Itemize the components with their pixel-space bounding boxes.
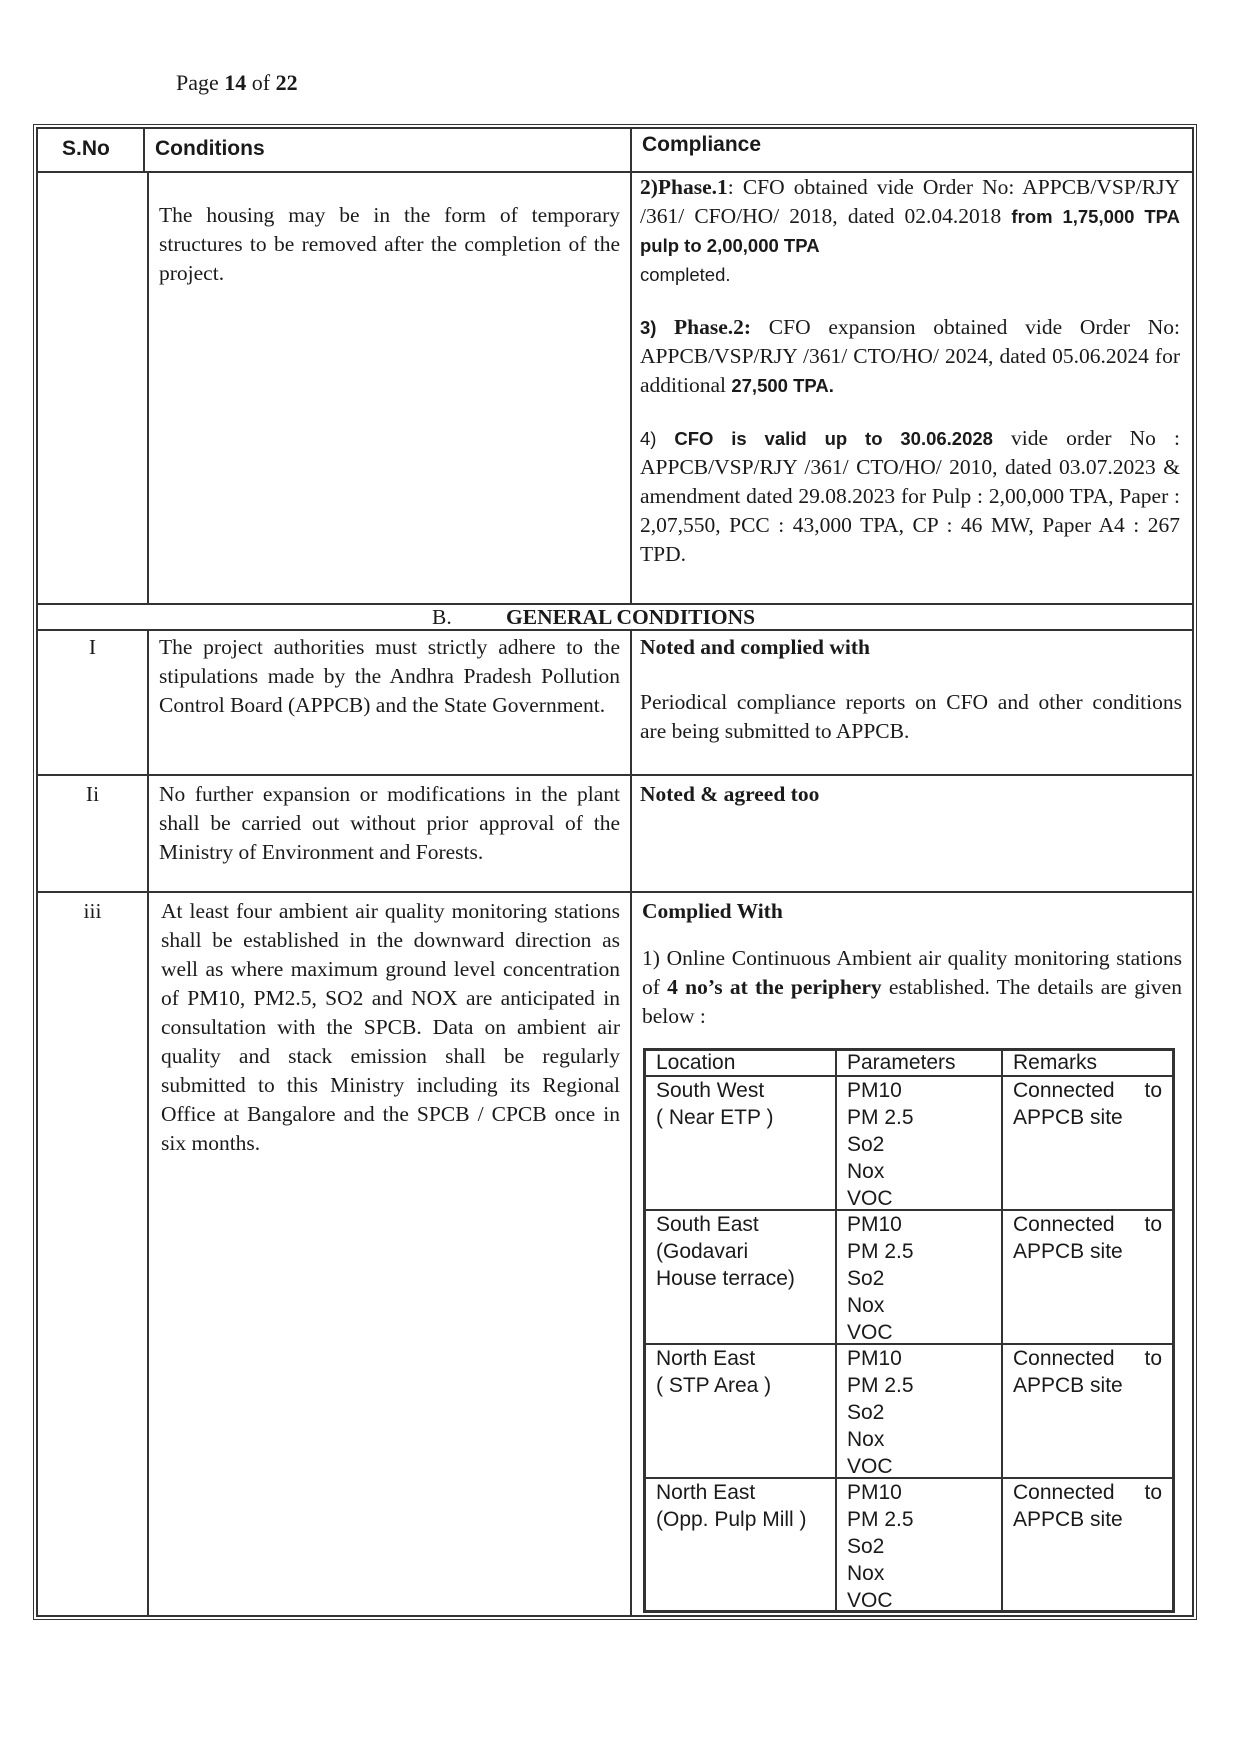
row-iii-compliance-title: Complied With — [642, 899, 783, 923]
row-iii-condition: At least four ambient air quality monitoring stations shall be established in the downward direction as well as where maximum ground level concentration of PM10, PM2.5, SO2 and NOX are anticipated in consultation with the SPCB. Data on ambient air quality and stack emission shall be regularly submitted to this Ministry including its Regional Office at Bangalore and the SPCB / CPCB once in six months. — [148, 892, 631, 1616]
header-compliance: Compliance — [631, 128, 1193, 172]
mt-row-remarks: Connected to APPCB site — [1002, 1210, 1173, 1344]
validity-text: 4) CFO is valid up to 30.06.2028 vide order No : APPCB/VSP/RJY /361/ CTO/HO/ 2010, dated 03.07.2023 & amendment dated 29.08.2023 for Pulp : 2,00,000 TPA, Paper : 2,07,550, PCC : 43,000 TPA, CP : 46 MW, Paper A4 : 267 TPD. — [640, 426, 1180, 566]
mt-header-parameters: Parameters — [836, 1050, 1002, 1076]
header-conditions: Conditions — [144, 128, 631, 172]
row-ii-compliance: Noted & agreed too — [631, 775, 1193, 892]
row-i-compliance-text: Periodical compliance reports on CFO and other conditions are being submitted to APPCB. — [640, 690, 1182, 743]
mt-header-remarks: Remarks — [1002, 1050, 1173, 1076]
mt-row-location: South West ( Near ETP ) — [645, 1076, 836, 1210]
mt-row-parameters: PM10 PM 2.5 So2 Nox VOC — [836, 1076, 1002, 1210]
row-ii-sno: Ii — [37, 775, 148, 892]
row-prev-condition: The housing may be in the form of temporary structures to be removed after the completion of the project. — [148, 172, 631, 604]
mt-row-remarks: Connected to APPCB site — [1002, 1076, 1173, 1210]
mt-header-location: Location — [645, 1050, 836, 1076]
header-sno: S.No — [37, 128, 144, 172]
mt-row-parameters: PM10 PM 2.5 So2 Nox VOC — [836, 1344, 1002, 1478]
row-prev-sno — [37, 172, 148, 604]
mt-row-location: South East (Godavari House terrace) — [645, 1210, 836, 1344]
mt-row-location: North East (Opp. Pulp Mill ) — [645, 1478, 836, 1611]
phase1-text: 2)Phase.1: CFO obtained vide Order No: APPCB/VSP/RJY /361/ CFO/HO/ 2018, dated 02.04.2018 from 1,75,000 TPA pulp to 2,00,000 TPA completed. — [640, 175, 1180, 285]
row-i-compliance-title: Noted and complied with — [640, 635, 870, 659]
mt-row-parameters: PM10 PM 2.5 So2 Nox VOC — [836, 1210, 1002, 1344]
page-number: Page 14 of 22 — [176, 70, 298, 95]
row-iii-sno: iii — [37, 892, 148, 1616]
row-ii-condition: No further expansion or modifications in the plant shall be carried out without prior approval of the Ministry of Environment and Forests. — [148, 775, 631, 892]
row-i-compliance — [631, 630, 1193, 775]
row-iii-compliance-text: 1) Online Continuous Ambient air quality monitoring stations of 4 no’s at the periphery established. The details are given below : — [642, 946, 1182, 1028]
mt-row-remarks: Connected to APPCB site — [1002, 1478, 1173, 1611]
mt-row-remarks: Connected to APPCB site — [1002, 1344, 1173, 1478]
row-i-condition: The project authorities must strictly adhere to the stipulations made by the Andhra Pradesh Pollution Control Board (APPCB) and the State Government. — [148, 630, 631, 775]
row-prev-compliance — [631, 172, 1193, 604]
phase2-text: 3) Phase.2: CFO expansion obtained vide Order No: APPCB/VSP/RJY /361/ CTO/HO/ 2024, dated 05.06.2024 for additional 27,500 TPA. — [640, 315, 1181, 397]
section-b-header: B. GENERAL CONDITIONS — [37, 604, 1193, 630]
mt-row-parameters: PM10 PM 2.5 So2 Nox VOC — [836, 1478, 1002, 1611]
mt-row-location: North East ( STP Area ) — [645, 1344, 836, 1478]
row-i-sno: I — [37, 630, 148, 775]
